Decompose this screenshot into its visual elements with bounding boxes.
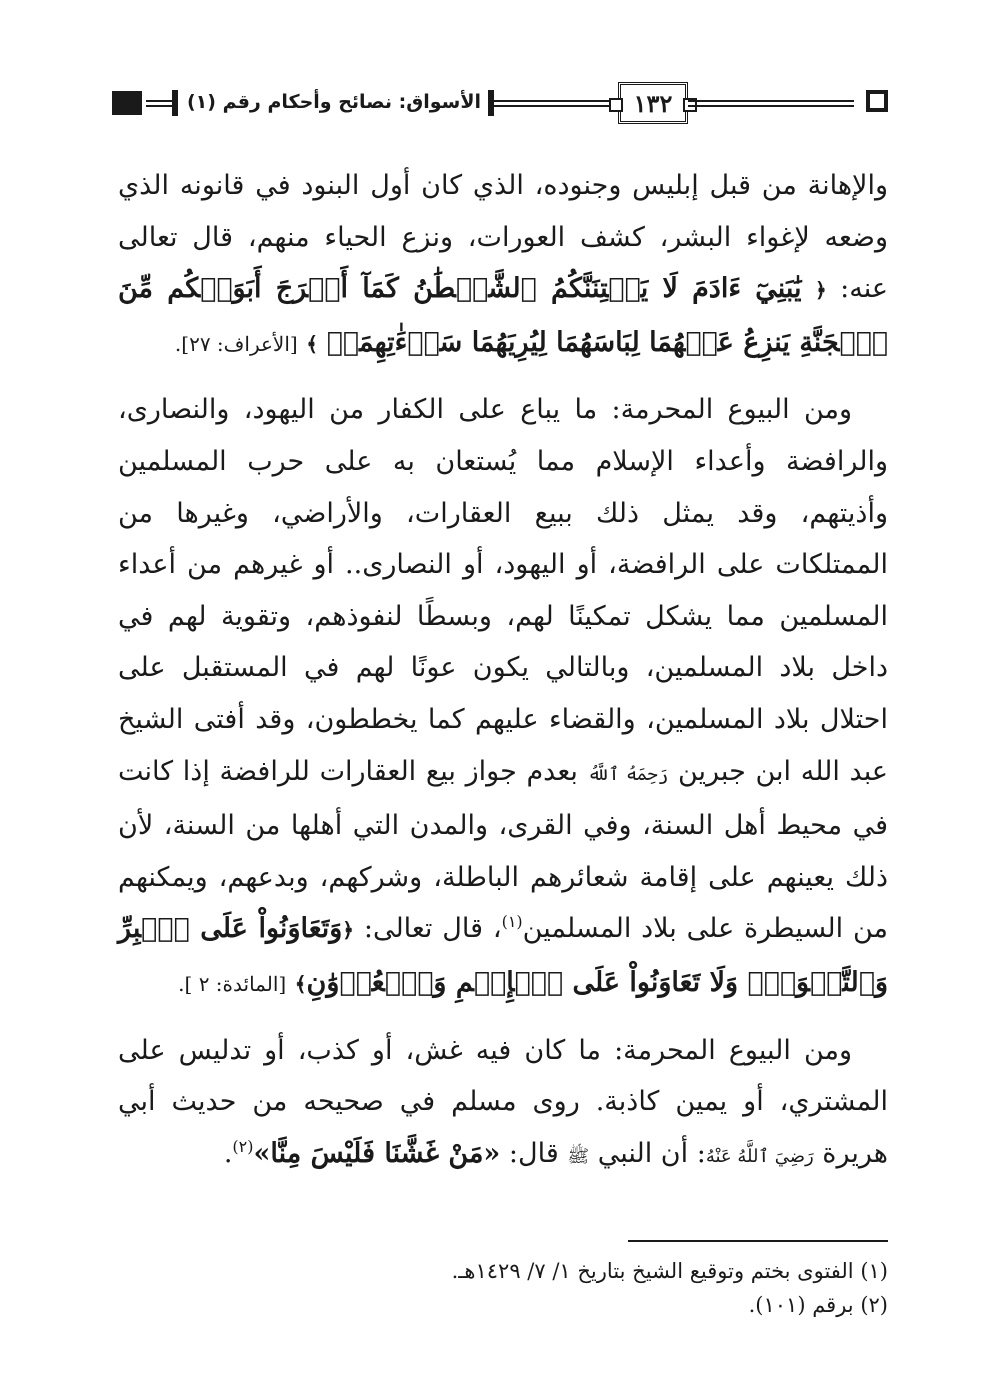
paragraph-text: : أن النبي (597, 1137, 706, 1169)
paragraph-text: ، قال تعالى: (363, 913, 502, 945)
paragraph-text: ومن البيوع المحرمة: ما كان فيه غش، أو كذب، أو تدليس على المشتري، أو يمين كاذبة. روى مسلم في صحيحه من حديث أبي هريرة (118, 1034, 888, 1169)
quran-close-bracket: ﴾ (294, 971, 307, 996)
paragraph-1 (118, 160, 888, 370)
page-body (118, 160, 888, 1182)
quran-verse: يَٰبَنِيٓ ءَادَمَ لَا يَفۡتِنَنَّكُمُ ٱلشَّيۡطَٰنُ كَمَآ أَخۡرَجَ أَبَوَيۡكُم مِّنَ ٱلۡجَنَّةِ يَنزِعُ عَنۡهُمَا لِبَاسَهُمَا لِيُرِيَهُمَا سَوۡءَٰتِهِمَآۚ (118, 273, 888, 358)
header-rule (492, 100, 616, 107)
footnote-marker: (١) (501, 912, 523, 932)
quran-verse: وَتَعَاوَنُواْ عَلَى ٱلۡبِرِّ وَٱلتَّقۡوَىٰۖ وَلَا تَعَاوَنُواْ عَلَى ٱلۡإِثۡمِ وَٱلۡعُدۡوَٰنِ (118, 913, 888, 998)
header-rule (146, 100, 172, 107)
honorific: ﷺ (567, 1145, 590, 1167)
footnote-separator (628, 1240, 888, 1242)
honorific: رَضِيَ ٱللَّهُ عَنْهُ (705, 1145, 814, 1167)
paragraph-text: والإهانة من قبل إبليس وجنوده، الذي كان أول البنود في قانونه الذي وضعه لإغواء البشر، كشف العورات، ونزع الحياء منهم، قال تعالى عنه: (118, 170, 888, 305)
header-left-ornament (112, 91, 142, 115)
header-rule (688, 100, 854, 107)
footnote-marker: (٢) (232, 1136, 254, 1156)
page-header (112, 80, 888, 128)
paragraph-2 (118, 384, 888, 1010)
verse-reference: [المائدة: ٢ ]. (178, 971, 287, 996)
paragraph-text: بعدم جواز بيع العقارات للرافضة إذا كانت في محيط أهل السنة، وفي القرى، والمدن التي أهلها من السنة، لأن ذلك يعينهم على إقامة شعائرهم الباطلة، وشركهم، وبدعهم، ويمكنهم من السيطرة على بلاد المسلمين (118, 755, 888, 945)
paragraph-text: قال: (508, 1137, 559, 1169)
header-right-ornament (866, 90, 888, 112)
quran-open-bracket: ﴿ (342, 918, 355, 943)
verse-reference: [الأعراف: ٢٧]. (174, 331, 298, 356)
hadith-quote: «مَنْ غَشَّنَا فَلَيْسَ مِنَّا» (253, 1137, 501, 1169)
paragraph-3 (118, 1025, 888, 1183)
footnote-2: (٢) برقم (١٠١). (748, 1293, 888, 1317)
paragraph-text: . (223, 1137, 233, 1169)
paragraph-text: ومن البيوع المحرمة: ما يباع على الكفار من اليهود، والنصارى، والرافضة وأعداء الإسلام مما يُستعان به على حرب المسلمين وأذيتهم، وقد يمثل ذلك ببيع العقارات، والأراضي، وغيرها من الممتلكات على الرافضة، أو اليهود، أو النصارى.. أو غيرهم من أعداء المسلمين مما يشكل تمكينًا لهم، وبسطًا لنفوذهم، وتقوية لهم في داخل بلاد المسلمين، وبالتالي يكون عونًا لهم في المستقبل على احتلال بلاد المسلمين، والقضاء عليهم كما يخططون، وقد أفتى الشيخ عبد الله ابن جبرين (118, 394, 888, 787)
quran-close-bracket: ﴾ (306, 331, 318, 356)
page-number: ١٣٢ (618, 82, 688, 124)
header-bar (172, 90, 178, 116)
quran-open-bracket: ﴿ (815, 278, 827, 303)
running-title: الأسواق: نصائح وأحكام رقم (١) (186, 91, 481, 113)
footnote-1: (١) الفتوى بختم وتوقيع الشيخ بتاريخ ١/ ٧/ ١٤٢٩هـ. (451, 1259, 888, 1283)
honorific: رَحِمَهُ ٱللَّهُ (587, 763, 669, 785)
footnotes (330, 1254, 888, 1322)
